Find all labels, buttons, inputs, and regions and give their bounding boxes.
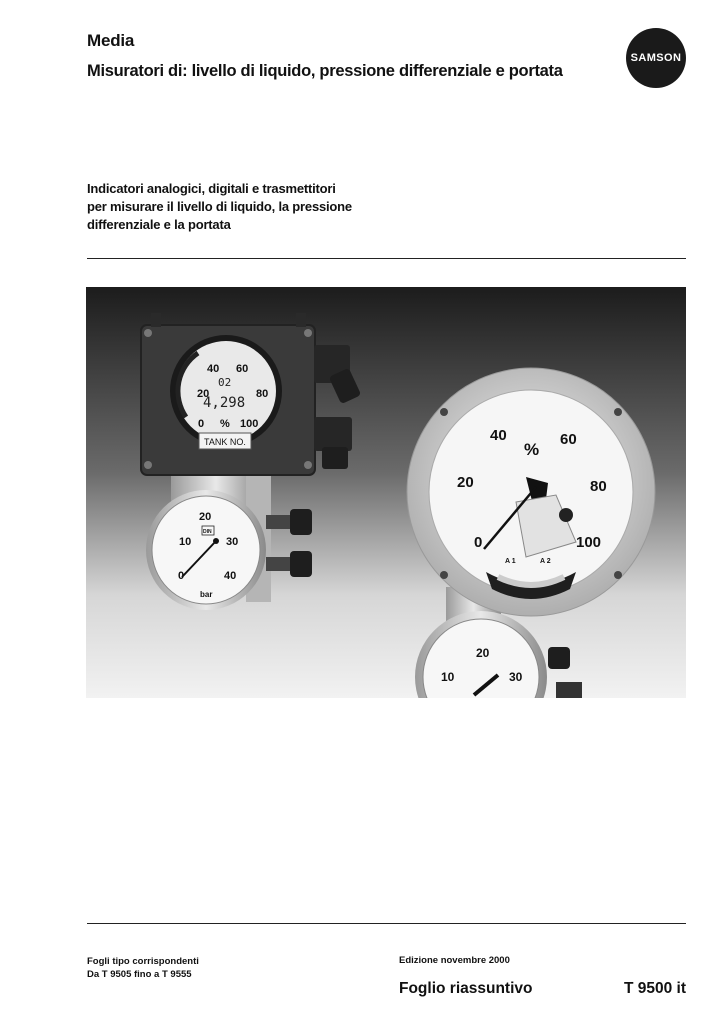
small-gauge-scale-label: 20: [199, 511, 212, 523]
intro-line: per misurare il livello di liquido, la pressione: [87, 199, 352, 214]
small-gauge-scale-label: 0: [178, 570, 185, 582]
large-gauge-unit: %: [524, 440, 540, 459]
large-gauge-contact: A 1: [505, 558, 516, 565]
large-gauge-scale-label: 0: [474, 534, 483, 551]
large-gauge-scale-label: 40: [490, 427, 507, 444]
lower-gauge-scale-label: 30: [509, 670, 523, 684]
panel-gauge-scale-label: 100: [240, 418, 259, 430]
page-header-subtitle: Misuratori di: livello di liquido, pressione differenziale e portata: [87, 62, 563, 80]
intro-line: Indicatori analogici, digitali e trasmettitori: [87, 181, 336, 196]
panel-gauge-scale-label: 0: [198, 418, 205, 430]
document-code: T 9500 it: [623, 980, 686, 997]
panel-display-main: 4,298: [203, 395, 246, 411]
panel-gauge-unit: %: [220, 418, 230, 430]
lower-gauge-scale-label: 10: [441, 670, 455, 684]
small-gauge-unit: bar: [200, 590, 213, 599]
panel-gauge-scale-label: 20: [197, 388, 210, 400]
large-gauge-scale-label: 100: [576, 534, 602, 551]
large-gauge-scale-label: 80: [590, 478, 607, 495]
sheet-type: Foglio riassuntivo: [399, 980, 533, 997]
page-header-title: Media: [87, 31, 135, 50]
logo-text: SAMSON: [630, 52, 682, 64]
related-sheets-line: Fogli tipo corrispondenti: [87, 956, 199, 967]
small-gauge-badge: DIN: [203, 529, 212, 535]
samson-logo: [626, 28, 686, 88]
intro-line: differenziale e la portata: [87, 217, 231, 232]
panel-gauge-scale-label: 80: [256, 388, 269, 400]
panel-tag-label: TANK NO.: [204, 437, 246, 447]
small-gauge-scale-label: 40: [224, 570, 237, 582]
panel-display-top: 02: [218, 376, 232, 389]
lower-gauge-scale-label: 20: [476, 646, 490, 660]
small-gauge-scale-label: 30: [226, 536, 239, 548]
related-sheets-line: Da T 9505 fino a T 9555: [87, 969, 192, 980]
bottom-divider: [87, 923, 686, 924]
top-divider: [87, 258, 686, 259]
large-gauge-scale-label: 20: [457, 474, 474, 491]
large-gauge-contact: A 2: [540, 558, 551, 565]
related-sheets: [87, 955, 199, 981]
small-gauge-scale-label: 10: [179, 536, 192, 548]
product-photo: [86, 287, 686, 698]
large-gauge-scale-label: 60: [560, 431, 577, 448]
panel-gauge-scale-label: 60: [236, 363, 249, 375]
panel-gauge-scale-label: 40: [207, 363, 220, 375]
product-photo-svg: [86, 287, 686, 698]
intro-text: [87, 180, 407, 234]
edition-date: Edizione novembre 2000: [399, 955, 510, 966]
